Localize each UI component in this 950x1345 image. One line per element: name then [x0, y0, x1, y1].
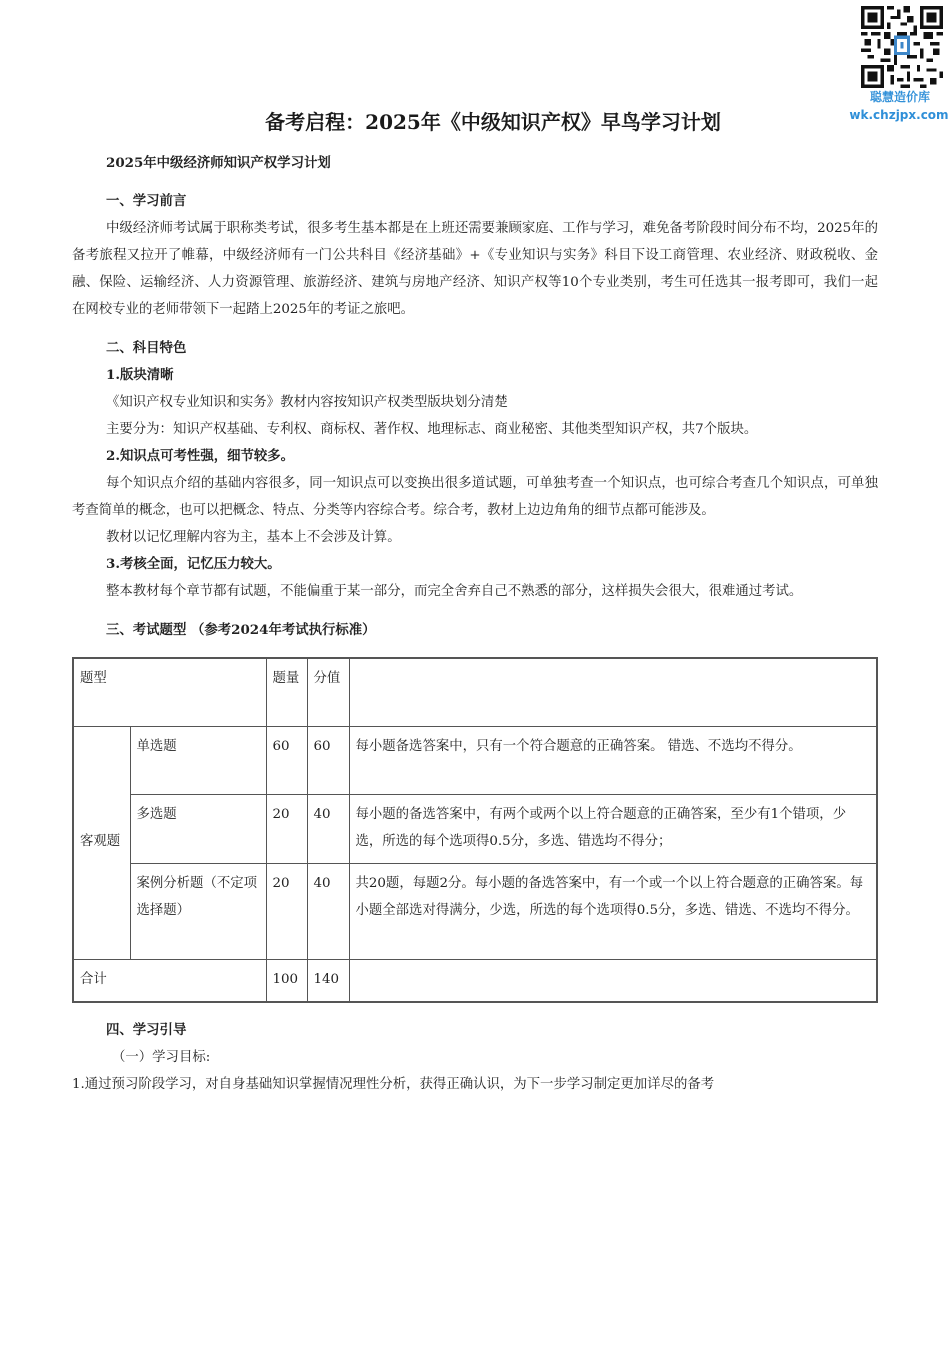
table-cell: 40: [307, 863, 349, 959]
feature-3-paragraph-1: 整本教材每个章节都有试题，不能偏重于某一部分，而完全舍弃自己不熟悉的部分，这样损失会很大，很难通过考试。: [106, 584, 803, 599]
feature-2-paragraph-1: 每个知识点介绍的基础内容很多，同一知识点可以变换出很多道试题，可单独考查一个知识点，也可综合考查几个知识点，可单独考查简单的概念，也可以把概念、特点、分类等内容综合考。综合考，教材上边边角角的细节点都可能涉及。: [72, 476, 878, 518]
table-cell: 20: [266, 794, 307, 863]
table-cell: 20: [266, 863, 307, 959]
guidance-subheading: （一）学习目标:: [112, 1049, 211, 1065]
exam-types-table: [72, 657, 878, 1003]
table-header-cell: 分值: [307, 658, 349, 726]
site-url: wk.chzjpx.com: [849, 108, 949, 122]
table-cell: 140: [307, 959, 349, 1002]
feature-heading-2: 2.知识点可考性强，细节较多。: [106, 448, 295, 464]
table-header-cell: [349, 658, 877, 726]
intro-paragraph: 中级经济师考试属于职称类考试，很多考生基本都是在上班还需要兼顾家庭、工作与学习，难免备考阶段时间分布不均，2025年的备考旅程又拉开了帷幕，中级经济师有一门公共科目《经济基础》+《专业知识与实务》科目下设工商管理、农业经济、财政税收、金融、保险、运输经济、人力资源管理、旅游经济、建筑与房地产经济、知识产权等10个专业类别，考生可任选其一报考即可，我们一起在网校专业的老师带领下一起踏上2025年的考证之旅吧。: [72, 221, 878, 317]
table-cell: 单选题: [130, 726, 266, 794]
table-cell: 40: [307, 794, 349, 863]
document-title: 备考启程：2025年《中级知识产权》早鸟学习计划: [265, 110, 721, 134]
table-cell: 案例分析题（不定项选择题）: [130, 863, 266, 959]
section-heading-guidance: 四、学习引导: [106, 1021, 187, 1038]
section-heading-intro: 一、学习前言: [106, 193, 187, 209]
table-header-cell: 题型: [73, 658, 266, 726]
table-cell: 100: [266, 959, 307, 1002]
section-heading-exam-types: 三、考试题型 （参考2024年考试执行标准）: [106, 622, 376, 638]
section-heading-features: 二、科目特色: [106, 340, 187, 356]
table-row: [73, 726, 877, 794]
feature-2-paragraph-2: 教材以记忆理解内容为主，基本上不会涉及计算。: [106, 530, 401, 545]
table-cell: 60: [266, 726, 307, 794]
guidance-line-1: 1.通过预习阶段学习，对自身基础知识掌握情况理性分析，获得正确认识，为下一步学习制定更加详尽的备考: [72, 1076, 715, 1092]
feature-1-paragraph-1: 《知识产权专业知识和实务》教材内容按知识产权类型版块划分清楚: [106, 395, 508, 410]
table-cell: 共20题，每题2分。每小题的备选答案中，有一个或一个以上符合题意的正确答案。每小题全部选对得满分，少选，所选的每个选项得0.5分，多选、错选、不选均不得分。: [349, 863, 877, 959]
table-cell: 每小题的备选答案中，有两个或两个以上符合题意的正确答案，至少有1个错项，少选，所选的每个选项得0.5分，多选、错选均不得分；: [349, 794, 877, 863]
table-row: [73, 863, 877, 959]
table-cell: [349, 959, 877, 1002]
qr-code-icon: [861, 6, 943, 88]
table-total-row: [73, 959, 877, 1002]
table-cell: 多选题: [130, 794, 266, 863]
table-cell: 每小题备选答案中，只有一个符合题意的正确答案。 错选、不选均不得分。: [349, 726, 877, 794]
qr-code: [861, 6, 943, 88]
site-name: 聪慧造价库: [869, 90, 930, 104]
document-body: [72, 150, 878, 1098]
feature-heading-1: 1.版块清晰: [106, 367, 174, 383]
table-header-cell: 题量: [266, 658, 307, 726]
table-header-row: [73, 658, 877, 726]
feature-1-paragraph-2: 主要分为：知识产权基础、专利权、商标权、著作权、地理标志、商业秘密、其他类型知识产权，共7个版块。: [106, 422, 758, 437]
feature-heading-3: 3.考核全面，记忆压力较大。: [106, 556, 281, 572]
document-subtitle: 2025年中级经济师知识产权学习计划: [106, 155, 331, 171]
table-cell: 合计: [73, 959, 266, 1002]
table-cell: 60: [307, 726, 349, 794]
table-group-label: 客观题: [73, 726, 130, 959]
table-row: [73, 794, 877, 863]
